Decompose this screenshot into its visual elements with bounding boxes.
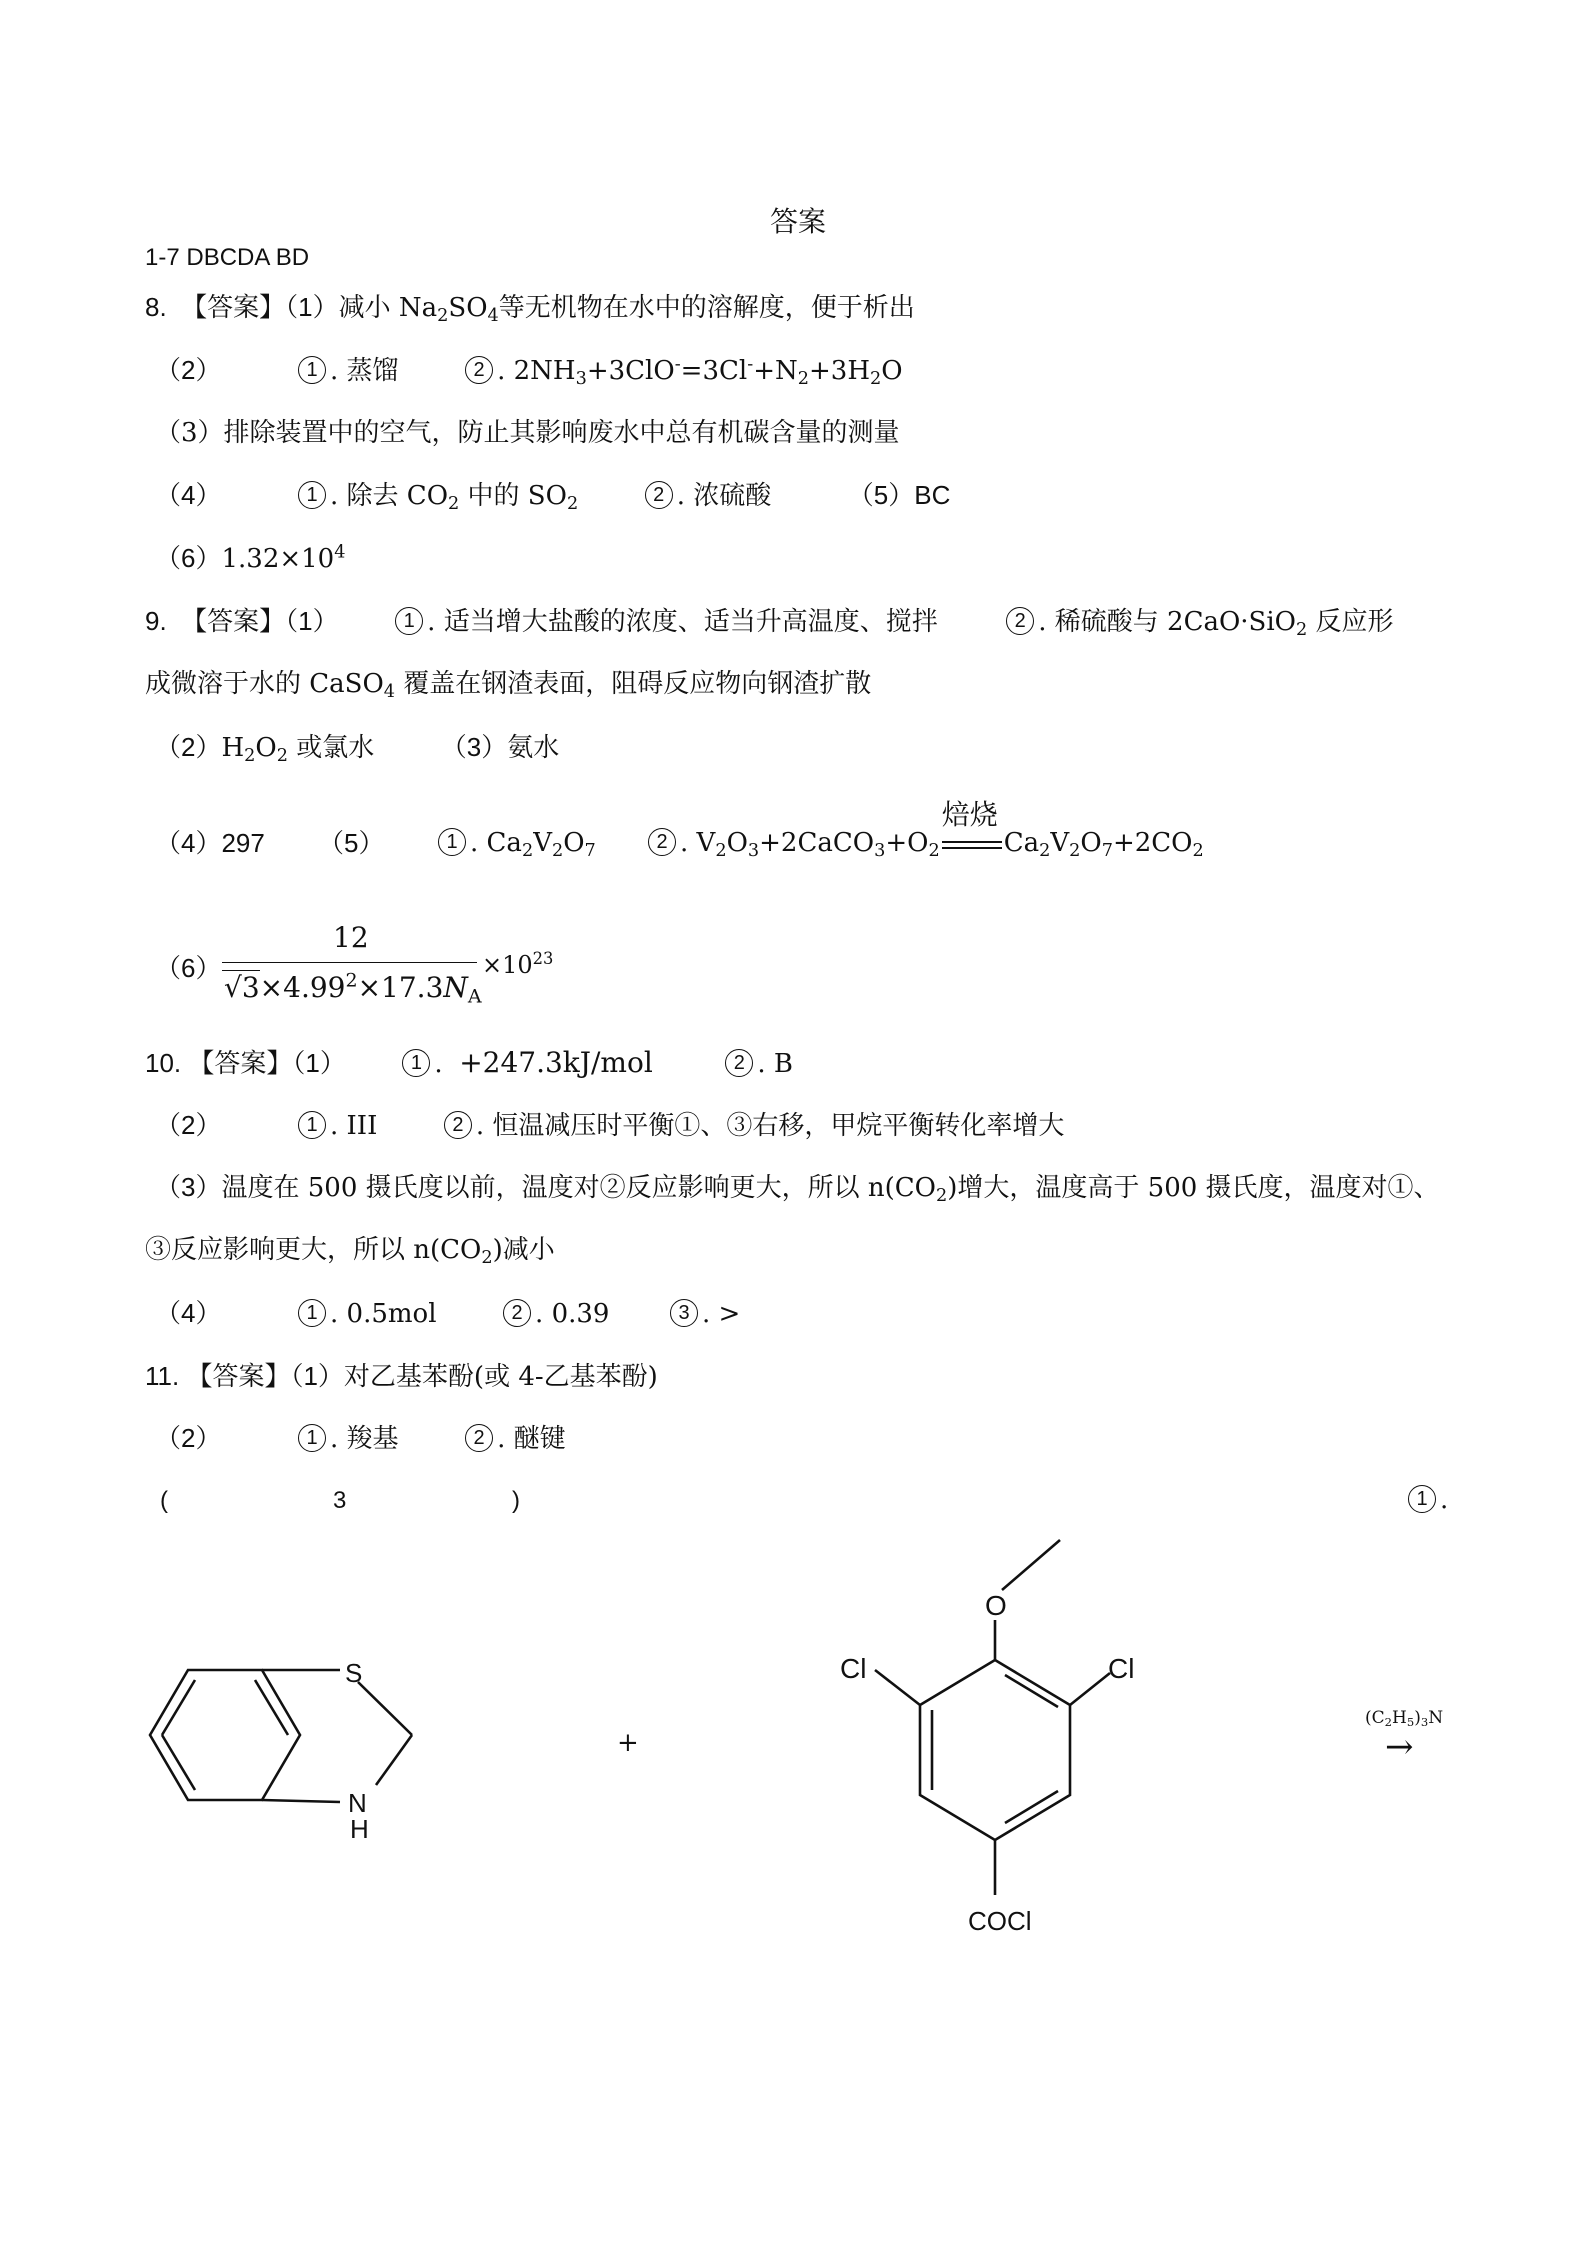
- q10-p2-b: 恒温减压时平衡①、③右移，甲烷平衡转化率增大: [492, 1111, 1065, 1141]
- q10-p4-label: （4）: [155, 1298, 222, 1328]
- q11-line1: 11. 【答案】（1）对乙基苯酚(或 4-乙基苯酚): [145, 1361, 658, 1392]
- circle-2: 2: [1006, 607, 1034, 635]
- q9-line2: 成微溶于水的 CaSO$_4$ 覆盖在钢渣表面，阻碍反应物向钢渣扩散: [145, 669, 872, 702]
- q8-p2-a: 蒸馏: [346, 356, 399, 386]
- circle-1: 1: [298, 1299, 326, 1327]
- q10-p2-a: III: [346, 1111, 378, 1141]
- q10-line4: ③反应影响更大，所以 $n(CO_2)$减小: [145, 1235, 555, 1268]
- circle-3: 3: [670, 1299, 698, 1327]
- q9-p6-numerator: 12: [333, 921, 369, 954]
- circle-1: 1: [298, 481, 326, 509]
- q10-p4-a: 0.5mol: [346, 1299, 437, 1329]
- q9-p5-label: （5）: [318, 828, 385, 858]
- circle-2: 2: [503, 1299, 531, 1327]
- fraction-bar: [222, 962, 477, 963]
- q9-part4: （4）297: [155, 828, 265, 858]
- q11-p3-open: (: [160, 1487, 168, 1514]
- circle-1: 1: [438, 828, 466, 856]
- q9-p5-b: 2 . $V_2O_3+2CaCO_3+O_2$ 焙烧 $Ca_2V_2O_7+2CO_2$: [648, 830, 1204, 858]
- q11-p2-a: 羧基: [346, 1424, 399, 1454]
- q10-line3: （3）温度在 500 摄氏度以前，温度对②反应影响更大，所以 $n(CO_2)$增大，温度高于 500 摄氏度，温度对①、: [155, 1172, 1440, 1206]
- q10-line2: （2） 1 . III 2 . 恒温减压时平衡①、③右移，甲烷平衡转化率增大: [155, 1110, 1065, 1141]
- reaction-arrow: →: [1385, 1727, 1414, 1767]
- nitrogen-label: N: [348, 1788, 367, 1818]
- mc-answers: 1-7 DBCDA BD: [145, 244, 310, 271]
- q11-p3-item: 1 .: [1408, 1487, 1448, 1515]
- reagent-label: $(C_2H_5)_3N$: [1365, 1708, 1444, 1730]
- benzene-ring: [150, 1670, 300, 1800]
- q10-p4-b: 0.39: [551, 1299, 610, 1329]
- circle-1: 1: [298, 1111, 326, 1139]
- q10-line1: 10. 【答案】（1） 1 . +247.3kJ/mol 2 . B: [145, 1046, 793, 1079]
- q8-p4-label: （4）: [155, 480, 222, 510]
- circle-2: 2: [725, 1049, 753, 1077]
- q8-part2: （2） 1 . 蒸馏 2 . $2NH_3+3ClO^-=3Cl^-+N_2+3H_2O$: [155, 354, 903, 389]
- oxygen-label: O: [985, 1590, 1007, 1621]
- q9-p6-tail: $\times 10^{23}$: [482, 949, 554, 979]
- circle-1: 1: [395, 607, 423, 635]
- circle-2: 2: [444, 1111, 472, 1139]
- q9-p1-a: 适当增大盐酸的浓度、适当升高温度、搅拌: [443, 607, 938, 637]
- benzothiazoline-structure: [140, 1640, 420, 1840]
- chlorine-left-label: Cl: [840, 1653, 867, 1684]
- q11-p3-num: 3: [333, 1487, 347, 1514]
- q9-line1: 9. 【答案】（1） 1 . 适当增大盐酸的浓度、适当升高温度、搅拌 2 . 稀硫酸与 2CaO·SiO$_2$ 反应形: [145, 606, 1394, 640]
- q11-p2-b: 醚键: [513, 1424, 566, 1454]
- circle-2: 2: [648, 828, 676, 856]
- q8-p4-b: 浓硫酸: [693, 481, 772, 511]
- q9-p6-label: （6）: [155, 953, 222, 983]
- q10-p4-c: >: [718, 1299, 741, 1329]
- q8-head: 8. 【答案】（1）减小 $Na_2SO_4$等无机物在水中的溶解度，便于析出: [145, 292, 915, 326]
- q9-p6-denominator: $√3\times 4.99^2\times 17.3N_A$: [224, 969, 482, 1008]
- q10-line5: （4） 1 . 0.5mol 2 . 0.39 3 . >: [155, 1298, 741, 1329]
- q11-p3-close: ): [512, 1487, 520, 1514]
- hydrogen-label: H: [350, 1814, 369, 1840]
- circle-1: 1: [402, 1049, 430, 1077]
- q9-line3: $(2)H_2O_2$ 或氯水 （3）氨水: [155, 732, 560, 766]
- q10-p2-label: （2）: [155, 1110, 222, 1140]
- plus-sign: +: [617, 1728, 639, 1758]
- circle-1: 1: [1408, 1485, 1436, 1513]
- circle-2: 2: [465, 1424, 493, 1452]
- q8-p2-label: （2）: [155, 355, 222, 385]
- page-title: 答案: [770, 205, 827, 238]
- q11-line2: （2） 1 . 羧基 2 . 醚键: [155, 1423, 566, 1454]
- q9-p5-condition: 焙烧: [941, 798, 998, 831]
- q8-part4: （4） 1 . 除去 $CO_2$ 中的 $SO_2$ 2 . 浓硫酸 （5）BC: [155, 480, 951, 514]
- sulfur-label: S: [345, 1658, 363, 1688]
- q8-part6: $(6)1.32\times 10^4$: [155, 542, 346, 574]
- benzene-ring: [920, 1660, 1070, 1840]
- q10-p1-a: +247.3kJ/mol: [459, 1046, 653, 1079]
- q11-p2-label: （2）: [155, 1423, 222, 1453]
- dichloromethoxybenzoyl-chloride-structure: [820, 1535, 1170, 1945]
- q9-p5-a: 1 . $Ca_2V_2O_7$: [438, 830, 596, 858]
- circle-2: 2: [465, 356, 493, 384]
- chlorine-right-label: Cl: [1108, 1653, 1135, 1684]
- circle-1: 1: [298, 356, 326, 384]
- q10-p1-b: B: [773, 1049, 793, 1079]
- circle-1: 1: [298, 1424, 326, 1452]
- q8-part3: （3）排除装置中的空气，防止其影响废水中总有机碳含量的测量: [155, 418, 900, 448]
- acyl-chloride-label: COCl: [968, 1906, 1032, 1936]
- circle-2: 2: [645, 481, 673, 509]
- q8-part5: （5）BC: [847, 480, 951, 510]
